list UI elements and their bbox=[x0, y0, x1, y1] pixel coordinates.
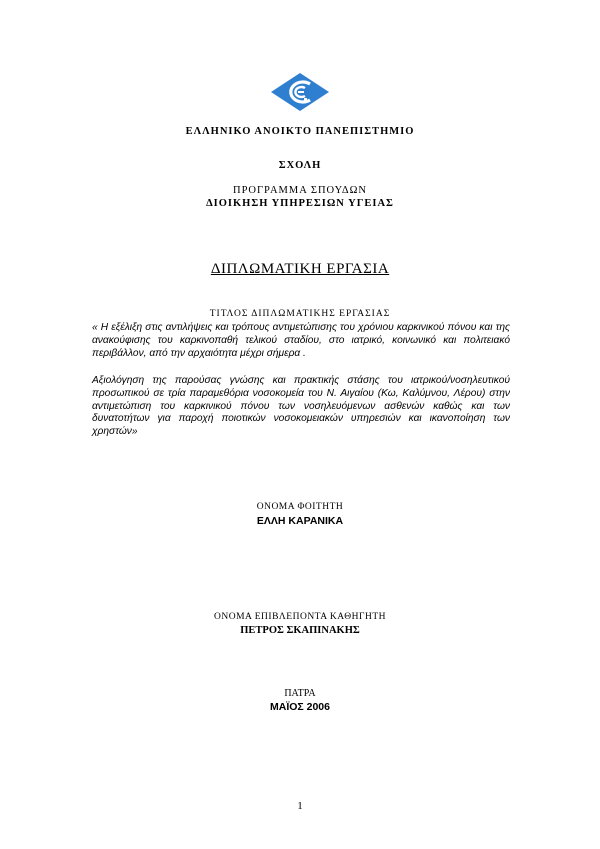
thesis-title-label: ΤΙΤΛΟΣ ΔΙΠΛΩΜΑΤΙΚΗΣ ΕΡΓΑΣΙΑΣ bbox=[209, 309, 391, 319]
student-name: ΕΛΛΗ ΚΑΡΑΝΙΚΑ bbox=[256, 515, 344, 527]
supervisor-label: ΟΝΟΜΑ ΕΠΙΒΛΕΠΟΝΤΑ ΚΑΘΗΓΗΤΗ bbox=[214, 612, 386, 622]
program-name: ΔΙΟΙΚΗΣΗ ΥΠΗΡΕΣΙΩΝ ΥΓΕΙΑΣ bbox=[206, 198, 394, 209]
city-label: ΠΑΤΡΑ bbox=[284, 688, 316, 699]
school-label: ΣΧΟΛΗ bbox=[278, 160, 322, 171]
document-type-title: ΔΙΠΛΩΜΑΤΙΚΗ ΕΡΓΑΣΙΑ bbox=[210, 261, 390, 277]
student-label: ΟΝΟΜΑ ΦΟΙΤΗΤΗ bbox=[256, 502, 344, 512]
university-name: ΕΛΛΗΝΙΚΟ ΑΝΟΙΚΤΟ ΠΑΝΕΠΙΣΤΗΜΙΟ bbox=[185, 126, 415, 137]
thesis-title-paragraph-1: « Η εξέλιξη στις αντιλήψεις και τρόπους αντιμετώπισης του χρόνιου καρκινικού πόνου και της ανακούφισης του καρκινοπαθή τελικού σταδίου, στο ιατρικό, κοινωνικό και πολιτειακό περιβάλλον, από την αρχαιότητα μέχρι σήμερα . bbox=[92, 322, 510, 359]
page-number: 1 bbox=[297, 800, 303, 812]
date-label: ΜΑΪΟΣ 2006 bbox=[270, 701, 330, 713]
thesis-title-paragraph-2: Αξιολόγηση της παρούσας γνώσης και πρακτικής στάσης του ιατρικού/νοσηλευτικού προσωπικού σε τρία παραμεθόρια νοσοκομεία του Ν. Αιγαίου (Κω, Καλύμνου, Λέρου) στην αντιμετώπιση του καρκινικού πόνου των νοσηλευόμενων ασθενών καθώς και των δυνατοτήτων για παροχή ποιοτικών νοσοκομειακών υπηρεσιών και ικανοποίηση των χρηστών» bbox=[92, 375, 510, 438]
university-logo-icon bbox=[270, 72, 330, 112]
program-label: ΠΡΟΓΡΑΜΜΑ ΣΠΟΥΔΩΝ bbox=[232, 185, 367, 196]
supervisor-name: ΠΕΤΡΟΣ ΣΚΑΠΙΝΑΚΗΣ bbox=[240, 625, 360, 636]
